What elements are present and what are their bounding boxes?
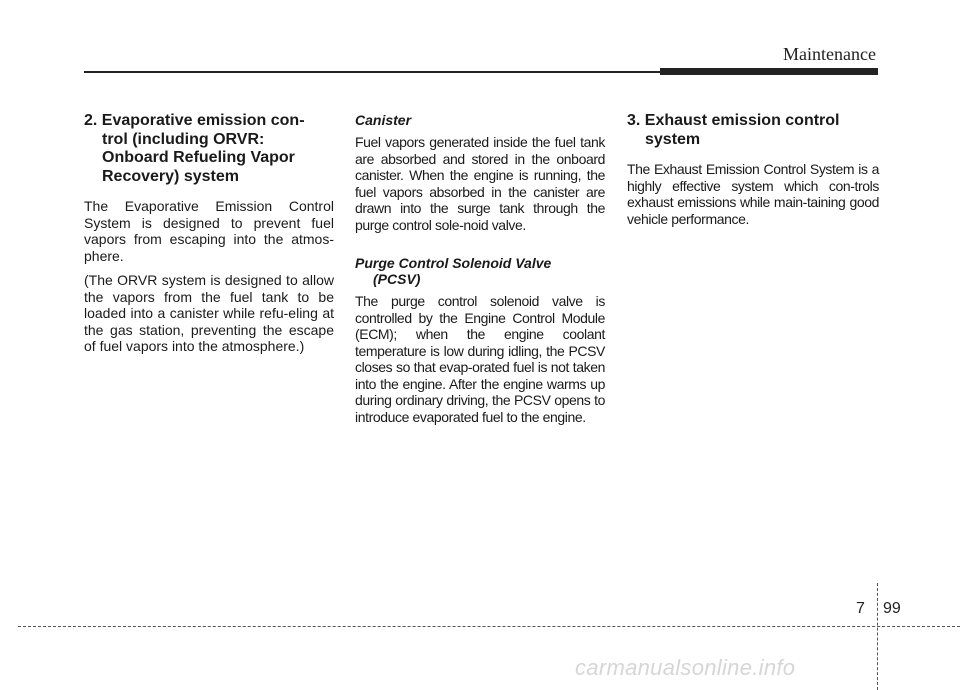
header-rule xyxy=(84,71,660,73)
header-rule-accent xyxy=(660,68,878,75)
heading-line: 2. Evaporative emission con- xyxy=(84,112,305,129)
subheading-canister: Canister xyxy=(355,112,412,128)
footer-rule xyxy=(18,626,960,627)
subheading-line: (PCSV) xyxy=(373,271,421,287)
heading-line: Onboard Refueling Vapor xyxy=(102,149,295,166)
paragraph-exhaust: The Exhaust Emission Control System is a highly effective system which con-trols exhaust emissions while main-taining good vehicle performance. xyxy=(627,161,879,227)
column-evaporative xyxy=(84,112,334,363)
paragraph-canister: Fuel vapors generated inside the fuel tank are absorbed and stored in the onboard canister. When the engine is running, the fuel vapors absorbed in the canister are drawn into the surge tank through the purge control sole-noid valve. xyxy=(355,134,605,233)
watermark: carmanualsonline.info xyxy=(575,655,796,680)
section-title: Maintenance xyxy=(783,44,876,64)
paragraph-pcsv: The purge control solenoid valve is controlled by the Engine Control Module (ECM); when the engine coolant temperature is low during idling, the PCSV closes so that evap-orated fuel is not taken into the engine. After the engine warms up during ordinary driving, the PCSV opens to introduce evaporated fuel to the engine. xyxy=(355,293,605,425)
footer-divider xyxy=(877,583,878,690)
column-exhaust xyxy=(627,112,879,235)
heading-line: system xyxy=(645,130,701,148)
heading-evaporative-emission xyxy=(84,112,334,186)
heading-exhaust-emission xyxy=(627,112,879,149)
heading-line: trol (including ORVR: xyxy=(102,130,265,148)
chapter-number: 7 xyxy=(856,600,865,617)
paragraph-evap-intro: The Evaporative Emission Control System is designed to prevent fuel vapors from escaping into the atmos-phere. xyxy=(84,198,334,264)
subheading-pcsv xyxy=(355,255,605,287)
heading-line: Recovery) system xyxy=(102,167,239,185)
page-number: 99 xyxy=(883,600,901,617)
paragraph-orvr: (The ORVR system is designed to allow the vapors from the fuel tank to be loaded into a canister while refu-eling at the gas station, preventing the escape of fuel vapors into the atmosphere.) xyxy=(84,272,334,354)
heading-line: 3. Exhaust emission control xyxy=(627,112,840,129)
column-canister-pcsv xyxy=(355,112,605,433)
subheading-line: Purge Control Solenoid Valve xyxy=(355,255,552,271)
